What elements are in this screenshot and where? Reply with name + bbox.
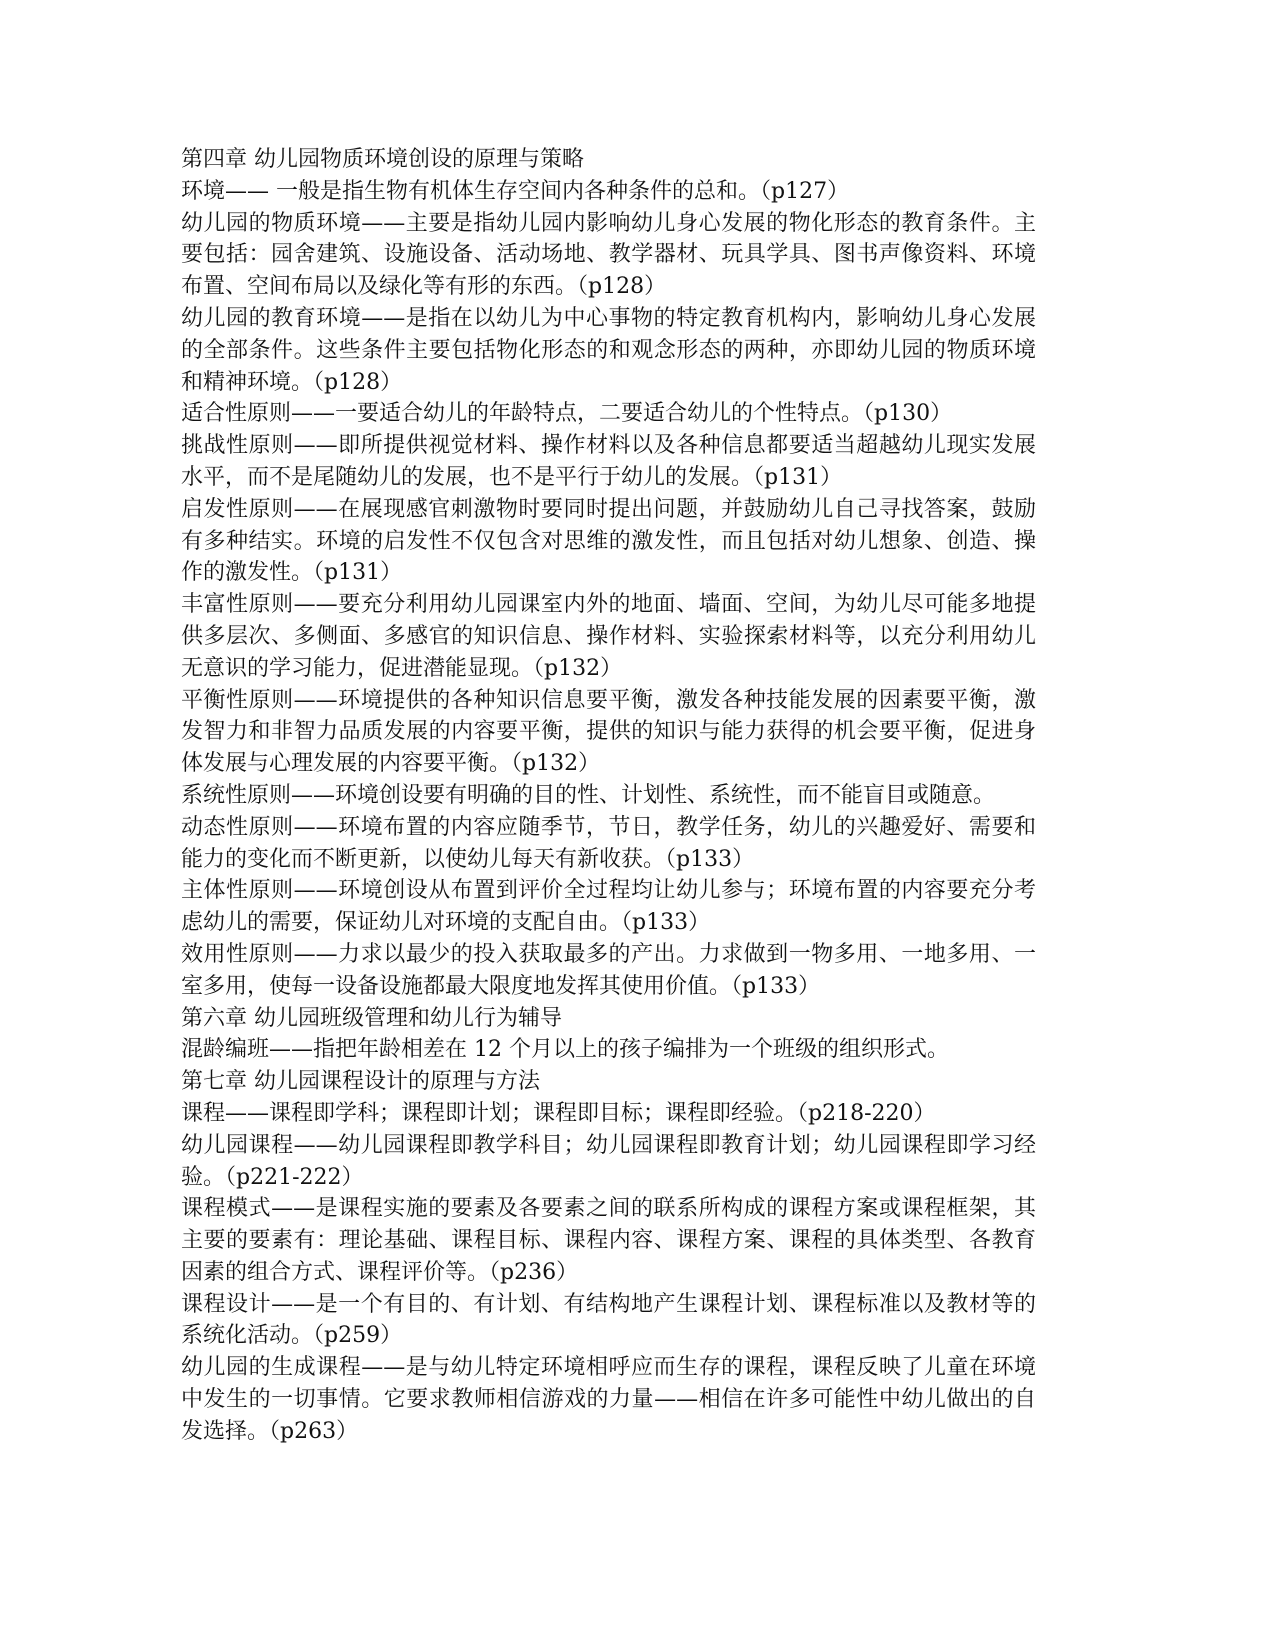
principle-subjectivity: 主体性原则——环境创设从布置到评价全过程均让幼儿参与；环境布置的内容要充分考虑幼儿的需要，保证幼儿对环境的支配自由。（p133） [181, 878, 1036, 936]
chapter-6-heading: 第六章 幼儿园班级管理和幼儿行为辅导 [181, 1005, 562, 1031]
principle-systematic: 系统性原则——环境创设要有明确的目的性、计划性、系统性，而不能盲目或随意。 [181, 782, 996, 808]
principle-suitability: 适合性原则——一要适合幼儿的年龄特点，二要适合幼儿的个性特点。（p130） [181, 401, 953, 427]
principle-utility: 效用性原则——力求以最少的投入获取最多的产出。力求做到一物多用、一地多用、一室多用，使每一设备设施都最大限度地发挥其使用价值。（p133） [181, 941, 1036, 999]
principle-balance: 平衡性原则——环境提供的各种知识信息要平衡，激发各种技能发展的因素要平衡，激发智力和非智力品质发展的内容要平衡，提供的知识与能力获得的机会要平衡，促进身体发展与心理发展的内容要平衡。（p132） [181, 687, 1036, 777]
chapter-4-heading: 第四章 幼儿园物质环境创设的原理与策略 [181, 147, 584, 172]
definition-educational-environment: 幼儿园的教育环境——是指在以幼儿为中心事物的特定教育机构内，影响幼儿身心发展的全部条件。这些条件主要包括物化形态的和观念形态的两种，亦即幼儿园的物质环境和精神环境。（p128） [181, 305, 1036, 395]
definition-curriculum-design: 课程设计——是一个有目的、有计划、有结构地产生课程计划、课程标准以及教材等的系统化活动。（p259） [181, 1291, 1036, 1349]
principle-challenge: 挑战性原则——即所提供视觉材料、操作材料以及各种信息都要适当超越幼儿现实发展水平，而不是尾随幼儿的发展，也不是平行于幼儿的发展。（p131） [181, 433, 1036, 490]
chapter-7-heading: 第七章 幼儿园课程设计的原理与方法 [181, 1069, 540, 1095]
definition-mixed-age-class: 混龄编班——指把年龄相差在 12 个月以上的孩子编排为一个班级的组织形式。 [181, 1037, 949, 1063]
principle-richness: 丰富性原则——要充分利用幼儿园课室内外的地面、墙面、空间，为幼儿尽可能多地提供多层次、多侧面、多感官的知识信息、操作材料、实验探索材料等，以充分利用幼儿无意识的学习能力，促进潜能显现。（p132） [181, 592, 1036, 681]
definition-kindergarten-curriculum: 幼儿园课程——幼儿园课程即教学科目；幼儿园课程即教育计划；幼儿园课程即学习经验。（p221-222） [181, 1132, 1036, 1190]
definition-emergent-curriculum: 幼儿园的生成课程——是与幼儿特定环境相呼应而生存的课程，课程反映了儿童在环境中发生的一切事情。它要求教师相信游戏的力量——相信在许多可能性中幼儿做出的自发选择。（p263） [181, 1355, 1036, 1444]
definition-physical-environment: 幼儿园的物质环境——主要是指幼儿园内影响幼儿身心发展的物化形态的教育条件。主要包括：园舍建筑、设施设备、活动场地、教学器材、玩具学具、图书声像资料、环境布置、空间布局以及绿化等有形的东西。（p128） [181, 210, 1036, 300]
principle-dynamic: 动态性原则——环境布置的内容应随季节，节日，教学任务，幼儿的兴趣爱好、需要和能力的变化而不断更新，以使幼儿每天有新收获。（p133） [181, 814, 1036, 872]
definition-environment: 环境—— 一般是指生物有机体生存空间内各种条件的总和。（p127） [181, 178, 850, 204]
principle-inspiration: 启发性原则——在展现感官刺激物时要同时提出问题，并鼓励幼儿自己寻找答案，鼓励有多种结实。环境的启发性不仅包含对思维的激发性，而且包括对幼儿想象、创造、操作的激发性。（p131） [181, 496, 1036, 586]
document-body [181, 144, 1036, 1448]
definition-curriculum-model: 课程模式——是课程实施的要素及各要素之间的联系所构成的课程方案或课程框架，其主要的要素有：理论基础、课程目标、课程内容、课程方案、课程的具体类型、各教育因素的组合方式、课程评价等。（p236） [181, 1196, 1036, 1285]
definition-curriculum: 课程——课程即学科；课程即计划；课程即目标；课程即经验。（p218-220） [181, 1100, 936, 1126]
